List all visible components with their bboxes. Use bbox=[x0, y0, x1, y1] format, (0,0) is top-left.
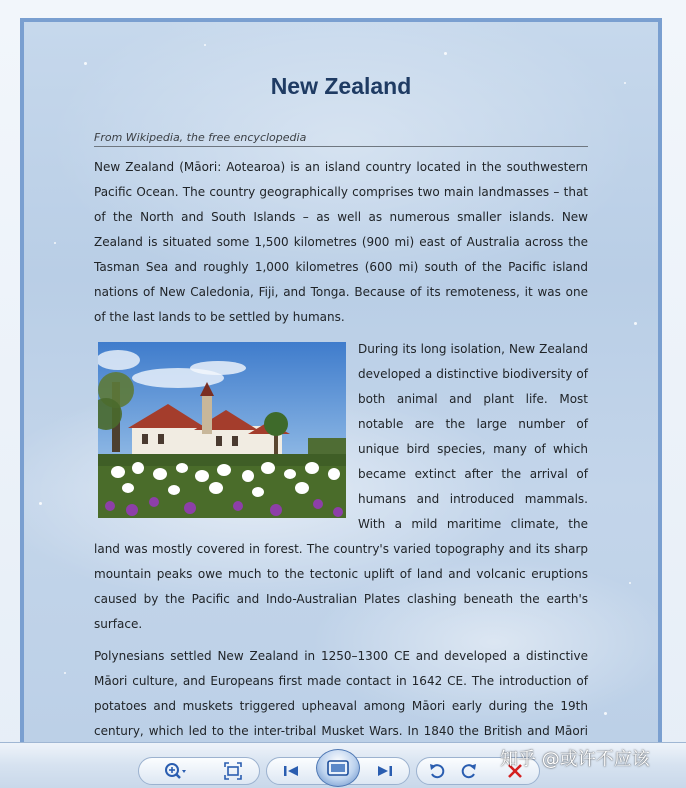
rotate-right-button[interactable] bbox=[456, 759, 482, 783]
article-paragraph: Polynesians settled New Zealand in 1250–1300 CE and developed a distinctive Māori culture, and Europeans first made contact in 1642 CE. The introduction of potatoes and muskets triggered upheaval among Māori early during the 19th century, which led to the inter-tribal Musket Wars. In 1840 the British and Māori bbox=[94, 649, 588, 738]
snow-decoration bbox=[604, 712, 607, 715]
article-page bbox=[94, 70, 588, 748]
article-title: New Zealand bbox=[270, 73, 412, 99]
watermark: 知乎 @或许不应该 bbox=[500, 749, 650, 770]
snow-decoration bbox=[444, 52, 447, 55]
zoom-icon bbox=[163, 761, 187, 781]
snow-decoration bbox=[629, 582, 631, 584]
rotate-left-icon bbox=[428, 762, 446, 780]
article-source: From Wikipedia, the free encyclopedia bbox=[94, 131, 588, 147]
snow-decoration bbox=[204, 44, 206, 46]
article-paragraph: During its long isolation, New Zealand developed a distinctive biodiversity of both animal and plant life. Most notable are the large number of unique bird species, many of which became extinct after the arrival of humans and introduced mammals. With a mild maritime climate, the land was mostly covered in forest. The country's varied topography and its sharp mountain peaks owe much to the tectonic uplift of land and volcanic eruptions caused by the Pacific and Indo-Australian Plates clashing beneath the earth's surface. bbox=[94, 342, 588, 631]
rotate-right-icon bbox=[460, 762, 478, 780]
photo-illustration bbox=[98, 342, 346, 518]
fit-window-icon bbox=[224, 762, 242, 780]
fit-window-button[interactable] bbox=[220, 759, 246, 783]
next-icon bbox=[376, 764, 394, 778]
snow-decoration bbox=[39, 502, 42, 505]
rotate-left-button[interactable] bbox=[424, 759, 450, 783]
snow-decoration bbox=[634, 322, 637, 325]
museum-garden-photo bbox=[98, 342, 346, 518]
document-image bbox=[20, 18, 662, 748]
snow-decoration bbox=[624, 82, 626, 84]
previous-button[interactable] bbox=[278, 759, 304, 783]
zoom-button[interactable] bbox=[162, 759, 188, 783]
slideshow-button[interactable] bbox=[316, 749, 360, 787]
snow-decoration bbox=[84, 62, 87, 65]
slideshow-icon bbox=[327, 760, 349, 776]
snow-decoration bbox=[54, 242, 56, 244]
article-paragraph: New Zealand (Māori: Aotearoa) is an island country located in the southwestern Pacific Ocean. The country geographically comprises two main landmasses – that of the North and South Islands – as well as numerous smaller islands. New Zealand is situated some 1,500 kilometres (900 mi) east of Australia across the Tasman Sea and roughly 1,000 kilometres (600 mi) south of the Pacific island nations of New Caledonia, Fiji, and Tonga. Because of its remoteness, it was one of the last lands to be settled by humans. bbox=[94, 160, 588, 324]
next-button[interactable] bbox=[372, 759, 398, 783]
snow-decoration bbox=[64, 672, 66, 674]
previous-icon bbox=[282, 764, 300, 778]
